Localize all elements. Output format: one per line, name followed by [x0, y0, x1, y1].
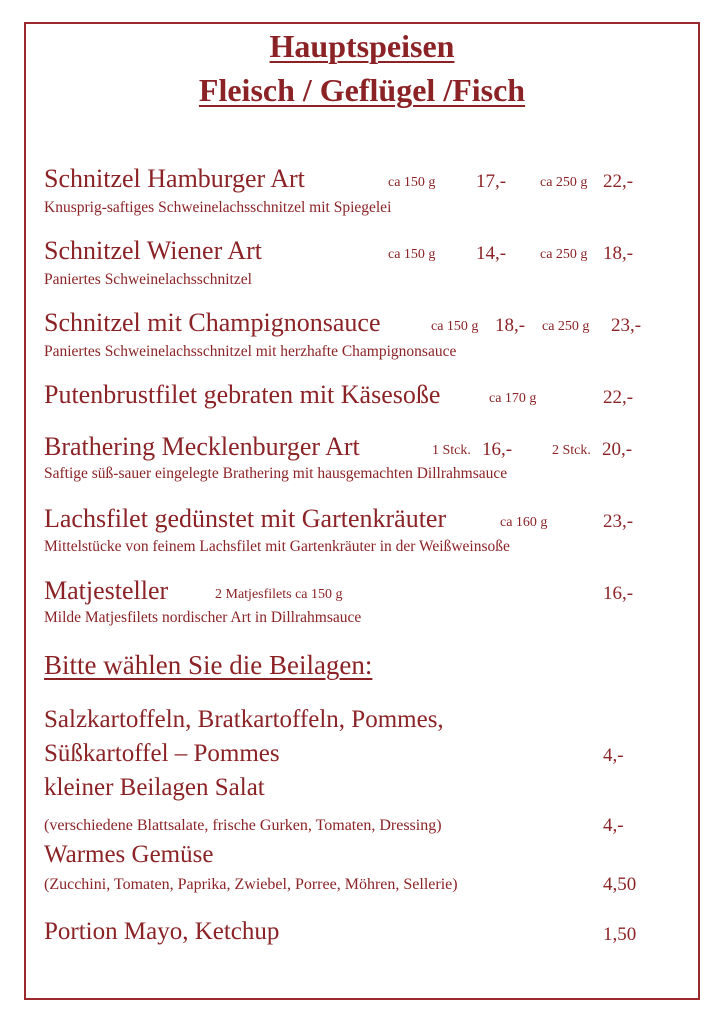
dish-description: Paniertes Schweinelachsschnitzel: [44, 271, 252, 288]
small-portion-weight: 1 Stck.: [432, 443, 471, 458]
dish-price: 23,-: [603, 511, 634, 532]
large-portion-weight: 2 Stck.: [552, 443, 591, 458]
dish-name: Matjesteller: [44, 576, 169, 605]
menu-subtitle: Fleisch / Geflügel /Fisch: [198, 72, 526, 108]
side-name: Warmes Gemüse: [44, 841, 214, 868]
dish-name: Schnitzel mit Champignonsauce: [44, 308, 381, 337]
large-portion-weight: ca 250 g: [540, 247, 588, 262]
dish-description: Paniertes Schweinelachsschnitzel mit herzhafte Champignonsauce: [44, 343, 457, 360]
small-portion-weight: ca 150 g: [388, 247, 436, 262]
large-portion-price: 18,-: [603, 243, 634, 264]
side-name: kleiner Beilagen Salat: [44, 774, 265, 801]
portion-weight: ca 170 g: [489, 391, 537, 406]
side-name: Salzkartoffeln, Bratkartoffeln, Pommes,: [44, 706, 444, 733]
large-portion-price: 20,-: [602, 439, 633, 460]
small-portion-price: 16,-: [482, 439, 513, 460]
dish-name: Schnitzel Wiener Art: [44, 236, 262, 265]
dish-name: Lachsfilet gedünstet mit Gartenkräuter: [44, 504, 447, 533]
side-price: 1,50: [603, 924, 637, 945]
portion-weight: 2 Matjesfilets ca 150 g: [215, 587, 343, 602]
small-portion-price: 18,-: [495, 315, 526, 336]
side-price: 4,50: [603, 874, 637, 895]
side-description: (verschiedene Blattsalate, frische Gurken, Tomaten, Dressing): [44, 817, 442, 834]
dish-price: 22,-: [603, 387, 634, 408]
small-portion-price: 17,-: [476, 171, 507, 192]
menu-title: Hauptspeisen: [269, 28, 455, 64]
large-portion-weight: ca 250 g: [540, 175, 588, 190]
small-portion-price: 14,-: [476, 243, 507, 264]
dish-description: Saftige süß-sauer eingelegte Brathering mit hausgemachten Dillrahmsauce: [44, 465, 508, 482]
large-portion-price: 23,-: [611, 315, 642, 336]
dish-description: Knusprig-saftiges Schweinelachsschnitzel mit Spiegelei: [44, 199, 392, 216]
portion-weight: ca 160 g: [500, 515, 548, 530]
side-price: 4,-: [603, 815, 624, 836]
dish-description: Mittelstücke von feinem Lachsfilet mit Gartenkräuter in der Weißweinsoße: [44, 538, 510, 555]
side-description: (Zucchini, Tomaten, Paprika, Zwiebel, Porree, Möhren, Sellerie): [44, 876, 458, 893]
dish-description: Milde Matjesfilets nordischer Art in Dillrahmsauce: [44, 609, 362, 626]
dish-name: Putenbrustfilet gebraten mit Käsesoße: [44, 380, 441, 409]
side-price: 4,-: [603, 745, 624, 766]
large-portion-price: 22,-: [603, 171, 634, 192]
dish-name: Brathering Mecklenburger Art: [44, 432, 360, 461]
side-name-continued: Süßkartoffel – Pommes: [44, 740, 280, 767]
small-portion-weight: ca 150 g: [431, 319, 479, 334]
small-portion-weight: ca 150 g: [388, 175, 436, 190]
large-portion-weight: ca 250 g: [542, 319, 590, 334]
dish-price: 16,-: [603, 583, 634, 604]
sides-heading: Bitte wählen Sie die Beilagen:: [44, 650, 373, 680]
side-name: Portion Mayo, Ketchup: [44, 918, 280, 945]
dish-name: Schnitzel Hamburger Art: [44, 164, 305, 193]
